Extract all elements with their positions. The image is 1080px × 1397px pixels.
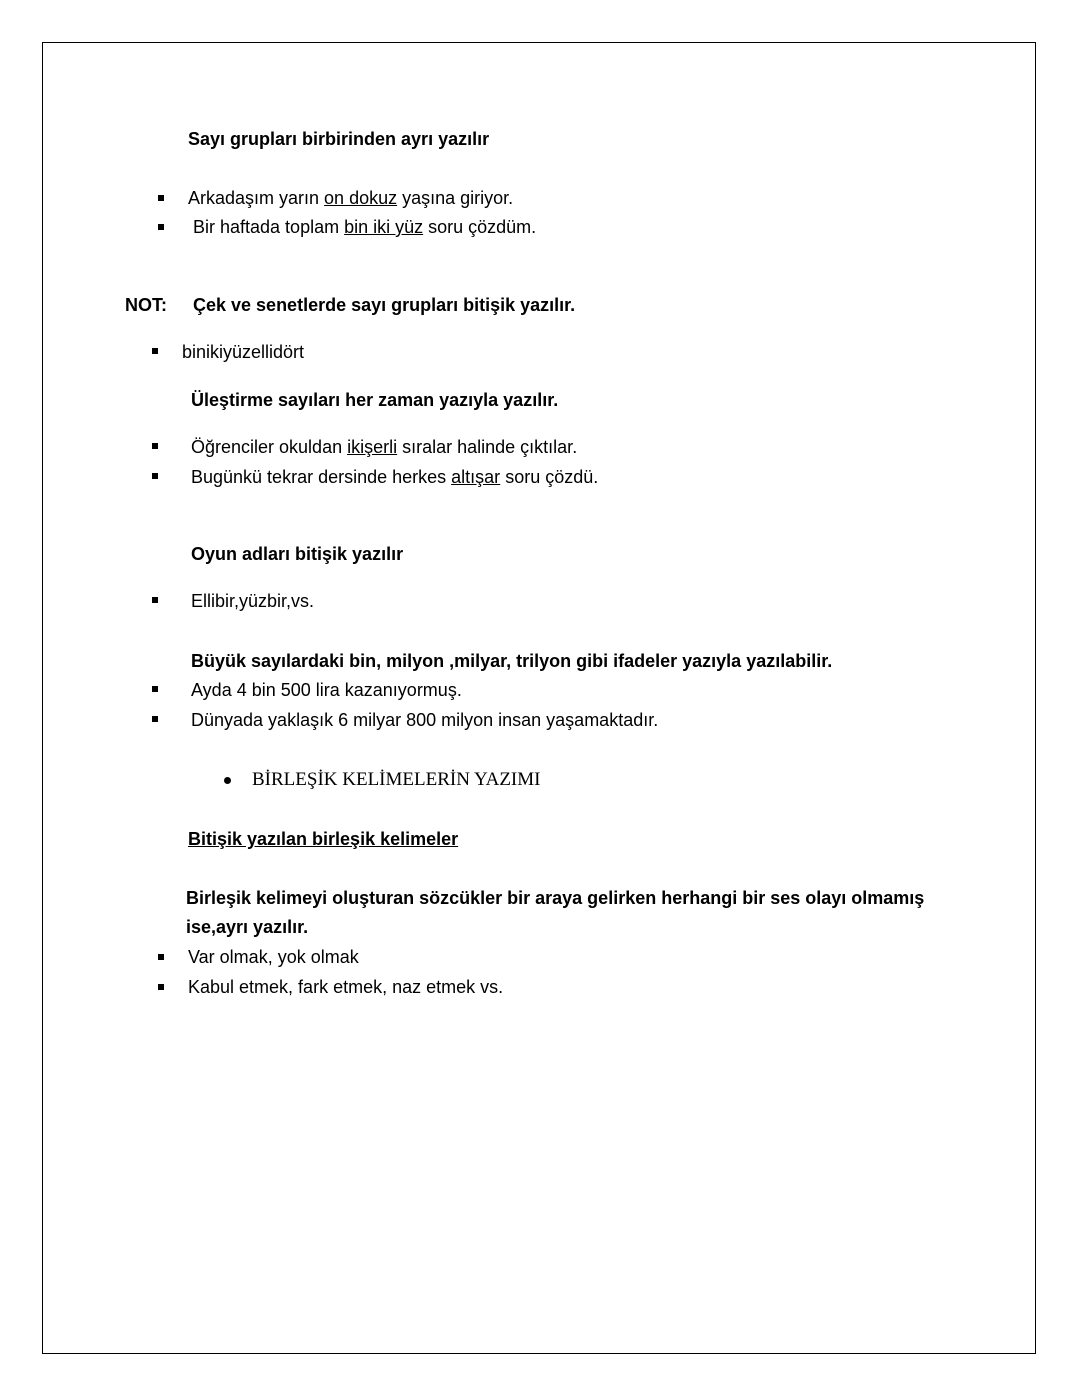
heading-sayi-gruplari: Sayı grupları birbirinden ayrı yazılır <box>188 129 490 149</box>
heading-oyun-adlari: Oyun adları bitişik yazılır <box>191 544 404 564</box>
list-item <box>191 435 577 459</box>
bullet-square <box>158 954 164 960</box>
item-text: soru çözdü. <box>500 467 599 487</box>
list-item: Ayda 4 bin 500 lira kazanıyormuş. <box>191 680 462 700</box>
bullet-dot <box>224 777 231 784</box>
item-text: Öğrenciler okuldan <box>191 437 348 457</box>
item-underlined: altışar <box>451 467 501 487</box>
item-text: Bugünkü tekrar dersinde herkes <box>191 467 452 487</box>
heading-buyuk-sayilar: Büyük sayılardaki bin, milyon ,milyar, trilyon gibi ifadeler yazıyla yazılabilir. <box>191 651 833 671</box>
bullet-square <box>152 443 158 449</box>
list-item <box>191 465 598 489</box>
list-item: Kabul etmek, fark etmek, naz etmek vs. <box>188 977 504 997</box>
subheading-bitisik: Bitişik yazılan birleşik kelimeler <box>188 829 459 849</box>
list-item: Ellibir,yüzbir,vs. <box>191 591 315 611</box>
bullet-square <box>158 224 164 230</box>
item-underlined: on dokuz <box>324 188 398 208</box>
list-item: binikiyüzellidört <box>182 342 305 362</box>
item-underlined: bin iki yüz <box>344 217 424 237</box>
rule-line-2: ise,ayrı yazılır. <box>186 917 309 937</box>
bullet-square <box>158 984 164 990</box>
item-underlined: ikişerli <box>347 437 398 457</box>
section-title: BİRLEŞİK KELİMELERİN YAZIMI <box>252 769 541 790</box>
rule-line-1: Birleşik kelimeyi oluşturan sözcükler bir araya gelirken herhangi bir ses olayı olmamış <box>186 888 925 908</box>
list-item <box>188 186 513 210</box>
bullet-square <box>152 473 158 479</box>
heading-ulestirme: Üleştirme sayıları her zaman yazıyla yazılır. <box>191 390 559 410</box>
item-text: yaşına giriyor. <box>397 188 514 208</box>
item-text: soru çözdüm. <box>423 217 537 237</box>
bullet-square <box>158 195 164 201</box>
note-label: NOT: <box>125 295 167 315</box>
item-text: Arkadaşım yarın <box>188 188 325 208</box>
bullet-square <box>152 716 158 722</box>
list-item: Dünyada yaklaşık 6 milyar 800 milyon insan yaşamaktadır. <box>191 710 659 730</box>
bullet-square <box>152 348 158 354</box>
item-text: sıralar halinde çıktılar. <box>397 437 578 457</box>
list-item <box>193 215 536 239</box>
bullet-square <box>152 597 158 603</box>
bullet-square <box>152 686 158 692</box>
item-text: Bir haftada toplam <box>193 217 345 237</box>
list-item: Var olmak, yok olmak <box>188 947 359 967</box>
note-text: Çek ve senetlerde sayı grupları bitişik yazılır. <box>193 295 576 315</box>
